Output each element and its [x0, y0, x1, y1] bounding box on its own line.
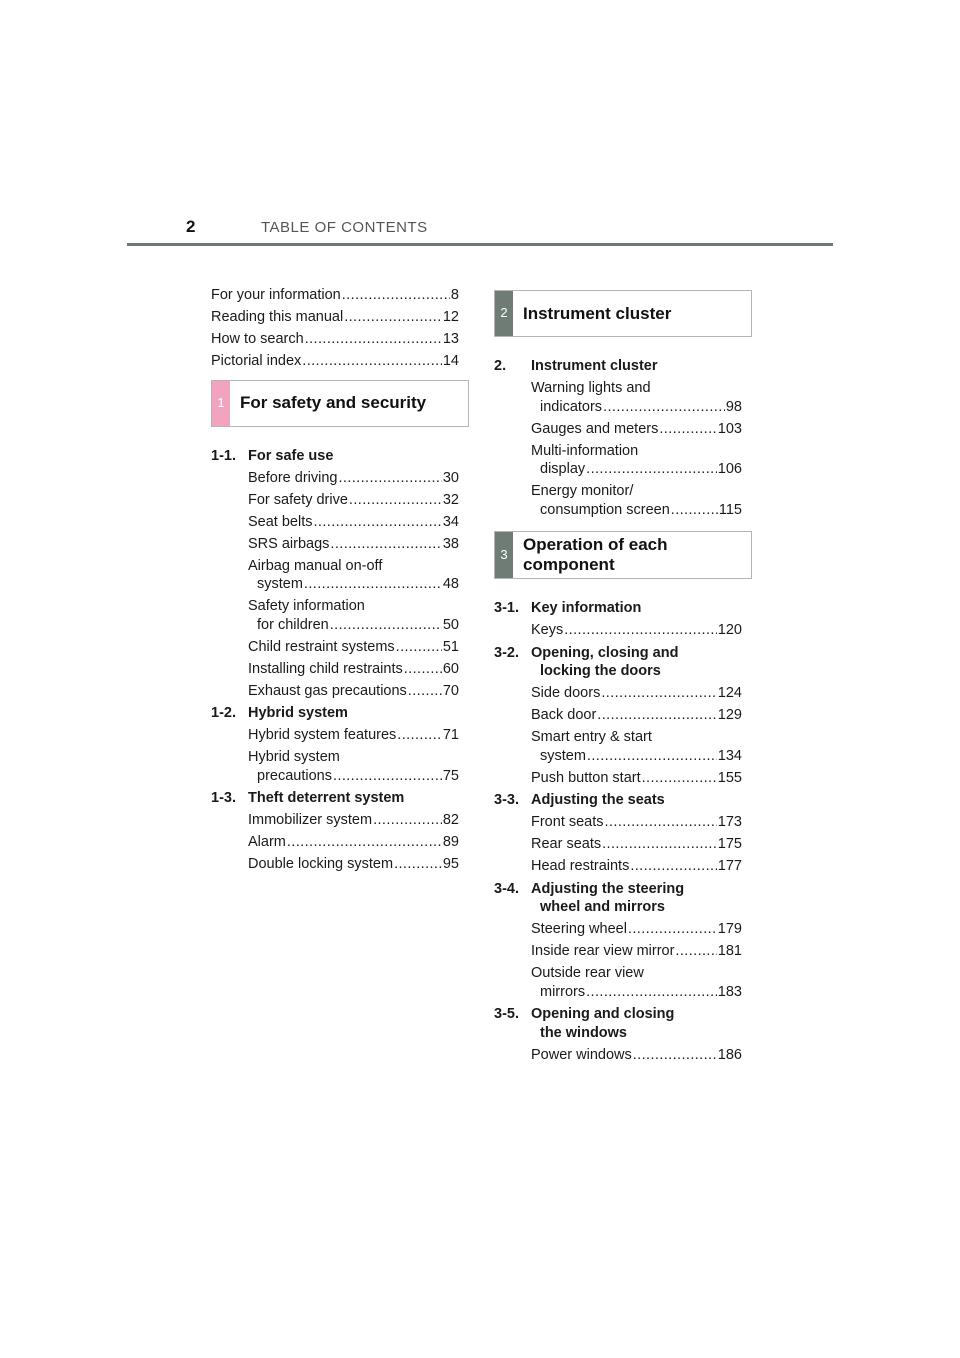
section-title: For safe use — [248, 447, 334, 464]
entry-label: Airbag manual on-off — [248, 557, 383, 574]
entry-label-cont: consumption screen — [540, 501, 670, 518]
chapter-3-title-line2: component — [523, 555, 615, 574]
leader-dots — [314, 513, 442, 532]
section-number: 3-4. — [494, 880, 519, 897]
toc-left-column — [211, 286, 459, 877]
entry-page: 183 — [717, 983, 742, 1000]
leader-dots — [675, 942, 716, 961]
entry-label: Gauges and meters — [531, 420, 659, 437]
entry-label: SRS airbags — [248, 535, 330, 552]
entry-page: 115 — [718, 501, 742, 518]
toc-entry[interactable] — [248, 597, 459, 634]
toc-entry[interactable] — [248, 491, 459, 510]
leader-dots — [605, 813, 717, 832]
entry-label: Installing child restraints — [248, 660, 403, 677]
entry-label: Hybrid system features — [248, 727, 397, 743]
toc-entry[interactable] — [248, 833, 459, 852]
section-title: Theft deterrent system — [248, 790, 405, 806]
section-3-1[interactable] — [494, 599, 742, 618]
page-number: 2 — [186, 217, 196, 236]
entry-label-cont: for children — [257, 616, 329, 633]
entry-label: Immobilizer system — [248, 812, 373, 828]
entry-label: Double locking system — [248, 856, 394, 872]
toc-entry[interactable] — [248, 535, 459, 554]
entry-page: 51 — [442, 638, 459, 655]
leader-dots — [394, 855, 442, 874]
leader-dots — [603, 398, 725, 417]
entry-label: Hybrid system — [248, 749, 340, 765]
toc-entry[interactable] — [531, 857, 742, 876]
entry-page: 32 — [442, 491, 459, 508]
section-title: Instrument cluster — [531, 358, 658, 374]
toc-entry[interactable] — [211, 308, 459, 327]
entry-label: Side doors — [531, 685, 601, 701]
toc-entry[interactable] — [531, 920, 742, 939]
entry-page: 177 — [717, 858, 742, 874]
entry-label: Exhaust gas precautions — [248, 682, 407, 699]
leader-dots — [408, 682, 442, 701]
entry-label: For your information — [211, 287, 341, 303]
entry-label: Energy monitor/ — [531, 483, 634, 499]
section-title: Hybrid system — [248, 705, 348, 721]
entry-label: Outside rear view — [531, 965, 644, 981]
section-3-5[interactable] — [494, 1005, 742, 1042]
section-number: 3-5. — [494, 1006, 519, 1022]
section-title — [531, 880, 742, 917]
toc-right-column — [494, 290, 742, 1068]
entry-label: Reading this manual — [211, 309, 344, 325]
toc-entry[interactable] — [211, 330, 459, 349]
toc-entry[interactable] — [531, 420, 742, 439]
leader-dots — [287, 833, 442, 852]
entry-label: How to search — [211, 331, 304, 347]
chapter-3-title — [513, 532, 668, 578]
chapter-1-box[interactable] — [211, 380, 469, 427]
leader-dots — [333, 767, 442, 786]
toc-entry[interactable] — [531, 379, 742, 416]
leader-dots — [642, 769, 717, 788]
section-number: 3-1. — [494, 600, 519, 616]
leader-dots — [344, 308, 442, 327]
entry-page: 106 — [717, 461, 742, 477]
entry-page: 70 — [442, 682, 459, 699]
entry-label: Push button start — [531, 769, 641, 786]
toc-entry[interactable] — [531, 684, 742, 703]
entry-page: 155 — [717, 769, 742, 786]
section-title-line2: the windows — [540, 1024, 627, 1041]
entry-page: 129 — [717, 707, 742, 723]
leader-dots — [586, 460, 717, 479]
section-2[interactable] — [494, 357, 742, 376]
section-1-3[interactable] — [211, 789, 459, 808]
entry-page: 38 — [442, 535, 459, 552]
entry-label: For safety drive — [248, 491, 348, 508]
section-3-4[interactable] — [494, 880, 742, 917]
entry-label: Keys — [531, 622, 564, 638]
section-3-3[interactable] — [494, 791, 742, 810]
leader-dots — [586, 983, 717, 1002]
section-title-line2: wheel and mirrors — [540, 899, 665, 915]
entry-label: Head restraints — [531, 858, 630, 874]
toc-entry[interactable] — [531, 706, 742, 725]
entry-label: Steering wheel — [531, 921, 627, 937]
header-title: TABLE OF CONTENTS — [261, 219, 428, 236]
section-title-line2: locking the doors — [540, 663, 661, 679]
chapter-1-tab: 1 — [212, 381, 230, 426]
entry-page: 8 — [450, 287, 459, 303]
leader-dots — [305, 330, 442, 349]
section-1-2[interactable] — [211, 704, 459, 723]
chapter-2-tab: 2 — [495, 291, 513, 336]
toc-entry[interactable] — [248, 748, 459, 785]
entry-page: 12 — [442, 309, 459, 325]
entry-page: 71 — [442, 727, 459, 743]
entry-page: 13 — [442, 331, 459, 347]
toc-entry[interactable] — [248, 811, 459, 830]
entry-label-cont: display — [540, 461, 586, 477]
section-title: Key information — [531, 600, 642, 616]
leader-dots — [338, 469, 441, 488]
toc-entry[interactable] — [531, 813, 742, 832]
section-number: 1-2. — [211, 705, 236, 721]
leader-dots — [628, 920, 717, 939]
entry-label: Power windows — [531, 1046, 632, 1063]
leader-dots — [601, 684, 716, 703]
header-rule — [127, 243, 833, 246]
toc-entry[interactable] — [248, 638, 459, 657]
entry-label: Alarm — [248, 834, 286, 850]
toc-entry[interactable] — [531, 1046, 742, 1065]
toc-entry[interactable] — [248, 660, 459, 679]
chapter-2-box[interactable] — [494, 290, 752, 337]
section-title-line1: Adjusting the steering — [531, 880, 685, 897]
leader-dots — [671, 501, 718, 520]
leader-dots — [396, 638, 442, 657]
entry-label: Multi-information — [531, 442, 639, 459]
entry-page: 89 — [442, 834, 459, 850]
entry-label: Safety information — [248, 598, 365, 614]
entry-page: 82 — [442, 812, 459, 828]
entry-page: 34 — [442, 513, 459, 530]
chapter-3-title-line1: Operation of each — [523, 535, 668, 554]
entry-label: Child restraint systems — [248, 638, 395, 655]
toc-entry[interactable] — [211, 352, 459, 371]
toc-entry[interactable] — [531, 964, 742, 1001]
section-title: Adjusting the seats — [531, 792, 665, 808]
leader-dots — [602, 835, 717, 854]
chapter-2-title: Instrument cluster — [523, 303, 672, 323]
entry-page: 48 — [442, 576, 459, 592]
section-number: 3-3. — [494, 792, 519, 808]
leader-dots — [633, 1046, 717, 1065]
entry-page: 120 — [717, 622, 742, 638]
chapter-3-box[interactable] — [494, 531, 752, 579]
entry-page: 50 — [442, 616, 459, 633]
section-number: 3-2. — [494, 644, 519, 661]
entry-label-cont: system — [257, 576, 303, 592]
leader-dots — [330, 535, 441, 554]
leader-dots — [597, 706, 717, 725]
entry-page: 124 — [717, 685, 742, 701]
toc-entry[interactable] — [531, 621, 742, 640]
section-title — [531, 1005, 742, 1042]
entry-page: 30 — [442, 469, 459, 486]
toc-entry[interactable] — [531, 835, 742, 854]
chapter-1-title: For safety and security — [240, 393, 427, 412]
entry-label-cont: system — [540, 747, 586, 764]
entry-page: 181 — [717, 943, 742, 959]
leader-dots — [349, 491, 442, 510]
entry-label-cont: indicators — [540, 398, 603, 415]
toc-entry[interactable] — [248, 682, 459, 701]
toc-entry[interactable] — [531, 942, 742, 961]
section-1-1[interactable] — [211, 447, 459, 466]
toc-entry[interactable] — [531, 769, 742, 788]
section-number: 2. — [494, 358, 507, 374]
entry-label: Before driving — [248, 469, 338, 486]
leader-dots — [397, 726, 442, 745]
leader-dots — [373, 811, 442, 830]
entry-page: 95 — [442, 856, 459, 872]
toc-entry[interactable] — [531, 442, 742, 479]
leader-dots — [304, 575, 442, 594]
entry-page: 179 — [717, 921, 742, 937]
entry-page: 175 — [717, 836, 742, 852]
section-number: 1-1. — [211, 447, 236, 464]
section-3-2[interactable] — [494, 644, 742, 681]
entry-label-cont: mirrors — [540, 983, 586, 1000]
entry-page: 134 — [717, 747, 742, 764]
toc-entry[interactable] — [248, 726, 459, 745]
leader-dots — [404, 660, 442, 679]
leader-dots — [302, 352, 442, 371]
leader-dots — [659, 420, 716, 439]
toc-entry[interactable] — [248, 513, 459, 532]
entry-label: Smart entry & start — [531, 729, 652, 745]
entry-page: 103 — [717, 420, 742, 437]
entry-label: Seat belts — [248, 513, 313, 530]
toc-entry[interactable] — [248, 855, 459, 874]
entry-page: 75 — [442, 767, 459, 784]
section-title-line1: Opening and closing — [531, 1006, 675, 1022]
leader-dots — [330, 616, 442, 635]
leader-dots — [564, 621, 717, 640]
entry-label-cont: precautions — [257, 767, 332, 784]
leader-dots — [630, 857, 716, 876]
entry-page: 186 — [717, 1046, 742, 1063]
section-title — [531, 644, 742, 681]
toc-entry[interactable] — [531, 728, 742, 765]
entry-page: 14 — [442, 353, 459, 369]
toc-entry[interactable] — [531, 482, 742, 519]
toc-entry[interactable] — [248, 469, 459, 488]
entry-page: 98 — [725, 398, 742, 415]
entry-page: 173 — [717, 814, 742, 830]
leader-dots — [342, 286, 450, 305]
leader-dots — [587, 747, 717, 766]
toc-entry[interactable] — [248, 557, 459, 594]
section-number: 1-3. — [211, 790, 236, 806]
entry-label: Front seats — [531, 814, 604, 830]
entry-label: Back door — [531, 707, 597, 723]
entry-page: 60 — [442, 660, 459, 677]
entry-label: Rear seats — [531, 836, 602, 852]
chapter-3-tab: 3 — [495, 532, 513, 578]
entry-label: Inside rear view mirror — [531, 943, 675, 959]
section-title-line1: Opening, closing and — [531, 644, 679, 661]
entry-label: Pictorial index — [211, 353, 302, 369]
entry-label: Warning lights and — [531, 380, 651, 396]
toc-entry[interactable] — [211, 286, 459, 305]
